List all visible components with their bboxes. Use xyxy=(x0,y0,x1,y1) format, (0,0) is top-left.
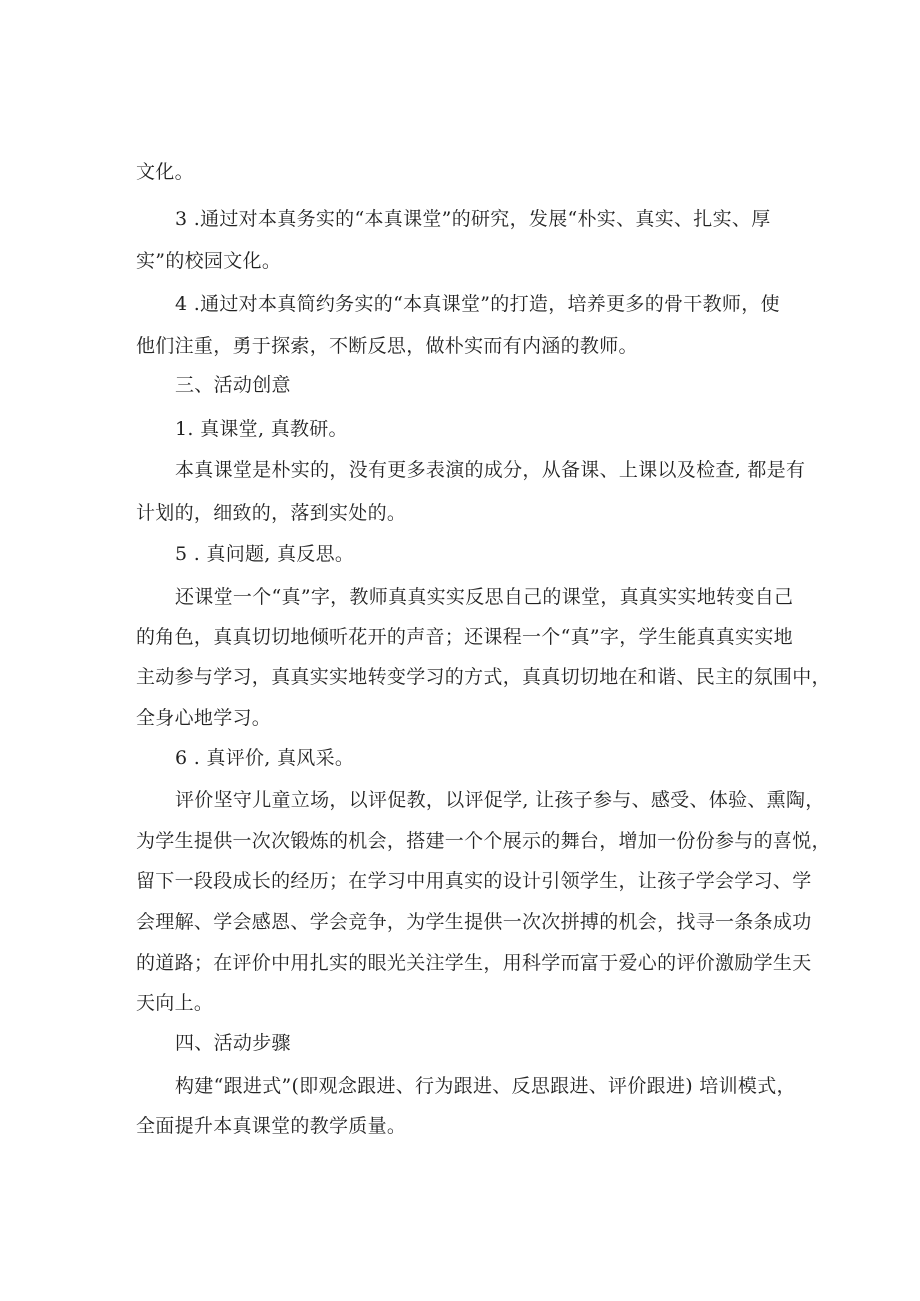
text-line-12: 的角色，真真切切地倾听花开的声音；还课程一个“真”字，学生能真真实实地 xyxy=(136,626,793,648)
text-line-8: 本真课堂是朴实的，没有更多表演的成分，从备课、上课以及检查, 都是有 xyxy=(175,459,806,481)
text-line-5: 他们注重，勇于探索，不断反思，做朴实而有内涵的教师。 xyxy=(136,335,638,357)
text-line-17: 为学生提供一次次锻炼的机会，搭建一个个展示的舞台，增加一份份参与的喜悦， xyxy=(136,830,831,852)
text-line-21: 天向上。 xyxy=(136,992,214,1014)
subheading-1: 1. 真课堂, 真教研。 xyxy=(175,418,348,440)
text-line-2: 3 .通过对本真务实的“本真课堂”的研究，发展“朴实、真实、扎实、厚 xyxy=(175,208,771,230)
text-line-20: 的道路；在评价中用扎实的眼光关注学生，用科学而富于爱心的评价激励学生天 xyxy=(136,952,812,974)
section-heading-3: 三、活动创意 xyxy=(175,374,291,396)
text-line-9: 计划的，细致的，落到实处的。 xyxy=(136,502,407,524)
text-line-14: 全身心地学习。 xyxy=(136,707,272,729)
text-line-23: 构建“跟进式”(即观念跟进、行为跟进、反思跟进、评价跟进) 培训模式， xyxy=(175,1075,796,1097)
text-line-1: 文化。 xyxy=(136,161,194,183)
text-line-13: 主动参与学习，真真实实地转变学习的方式，真真切切地在和谐、民主的氛围中， xyxy=(136,666,831,688)
text-line-19: 会理解、学会感恩、学会竞争，为学生提供一次次拼搏的机会，找寻一条条成功 xyxy=(136,911,812,933)
subheading-5: 5 . 真问题, 真反思。 xyxy=(175,543,355,565)
text-line-11: 还课堂一个“真”字，教师真真实实反思自己的课堂，真真实实地转变自己 xyxy=(175,586,794,608)
text-line-4: 4 .通过对本真简约务实的“本真课堂”的打造，培养更多的骨干教师，使 xyxy=(175,293,780,315)
subheading-6: 6 . 真评价, 真风采。 xyxy=(175,747,355,769)
text-line-3: 实”的校园文化。 xyxy=(136,250,282,272)
text-line-24: 全面提升本真课堂的教学质量。 xyxy=(136,1115,407,1137)
text-line-18: 留下一段段成长的经历；在学习中用真实的设计引领学生，让孩子学会学习、学 xyxy=(136,870,812,892)
section-heading-4: 四、活动步骤 xyxy=(175,1032,291,1054)
text-line-16: 评价坚守儿童立场，以评促教，以评促学, 让孩子参与、感受、体验、熏陶， xyxy=(175,789,825,811)
